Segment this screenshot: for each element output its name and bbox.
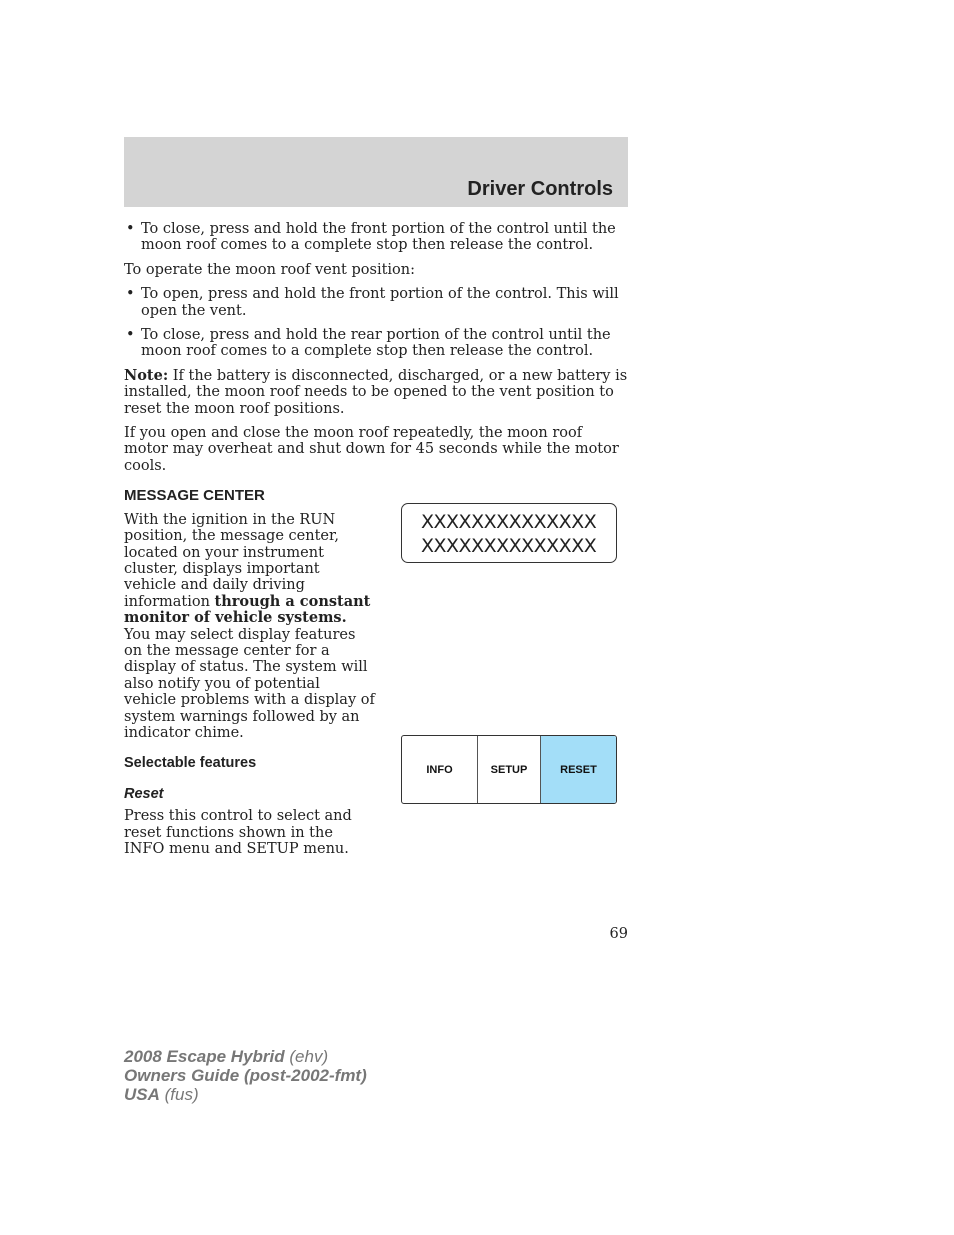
list-item-text: To open, press and hold the front portion of the control. This will open the vent.	[141, 286, 619, 319]
note-paragraph	[124, 368, 628, 417]
footer-model: 2008 Escape Hybrid	[124, 1047, 285, 1066]
section-header-band	[124, 137, 628, 207]
footer-model-code: (ehv)	[284, 1047, 329, 1066]
setup-button[interactable]: SETUP	[478, 736, 541, 803]
bullet-icon: •	[126, 221, 135, 237]
footer-guide: Owners Guide (post-2002-fmt)	[124, 1066, 367, 1085]
bullet-icon: •	[126, 286, 135, 303]
note-label: Note:	[124, 366, 169, 384]
message-center-control-panel	[401, 735, 617, 804]
overheat-paragraph: If you open and close the moon roof repeatedly, the moon roof motor may overheat and shut down for 45 seconds while the motor cools.	[124, 425, 619, 474]
info-button[interactable]: INFO	[402, 736, 478, 803]
footer-market: USA	[124, 1085, 160, 1104]
message-center-text-bold: through a constant monitor of vehicle systems.	[124, 592, 371, 627]
list-item	[124, 327, 628, 360]
display-line-2: XXXXXXXXXXXXXX	[421, 535, 597, 557]
list-item	[124, 221, 628, 254]
display-line-1: XXXXXXXXXXXXXX	[421, 511, 597, 533]
reset-button[interactable]: RESET	[541, 736, 616, 803]
reset-paragraph: Press this control to select and reset functions shown in the INFO menu and SETUP menu.	[124, 808, 352, 857]
list-item	[124, 286, 628, 319]
message-center-text-1: With the ignition in the RUN position, the message center, located on your instrument cluster, displays important vehicle and daily driving information	[124, 511, 339, 610]
note-text: If the battery is disconnected, discharged, or a new battery is installed, the moon roof needs to be opened to the vent position to reset the moon roof positions.	[124, 367, 628, 417]
message-center-heading: MESSAGE CENTER	[124, 487, 265, 505]
vent-intro: To operate the moon roof vent position:	[124, 261, 416, 278]
bullet-icon: •	[126, 327, 135, 344]
message-center-text-2: You may select display features on the message center for a display of status. The system will also notify you of potential vehicle problems with a display of system warnings followed by an indicator chime.	[124, 626, 375, 741]
page-number: 69	[609, 926, 628, 942]
section-title: Driver Controls	[467, 178, 613, 200]
footer-market-code: (fus)	[159, 1085, 199, 1104]
list-item-text: To close, press and hold the rear portion of the control until the moon roof comes to a complete stop then release the control.	[141, 327, 611, 360]
reset-heading: Reset	[124, 785, 164, 802]
message-center-display	[401, 503, 617, 563]
selectable-features-heading: Selectable features	[124, 755, 257, 772]
list-item-text: To close, press and hold the front portion of the control until the moon roof comes to a complete stop then release the control.	[141, 221, 616, 254]
document-footer	[124, 1047, 367, 1104]
